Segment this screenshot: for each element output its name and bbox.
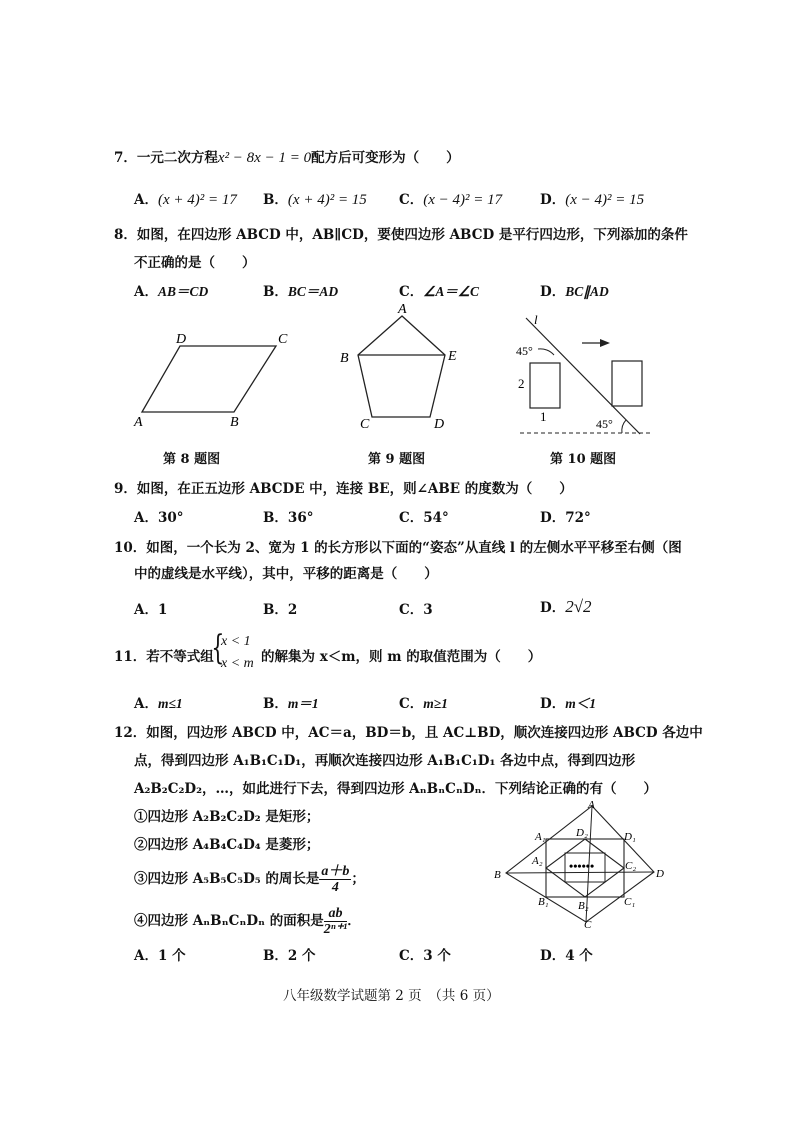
option-label: D． [540, 696, 566, 712]
option-text: 1 [157, 602, 168, 618]
fig10-angle-top: 45° [516, 344, 533, 358]
q12-option-d[interactable] [540, 944, 593, 964]
q11-system-line1: x < 1 [221, 634, 251, 649]
fig12-label-b: B [494, 869, 501, 881]
q11-option-d[interactable] [540, 692, 596, 712]
q12-statement-2: ②四边形 A₄B₄C₄D₄ 是菱形； [134, 837, 320, 853]
q9-option-a[interactable] [134, 506, 184, 526]
option-label: B． [263, 192, 288, 208]
q10-option-d[interactable] [540, 596, 592, 617]
q8-line1-text: 如图，在四边形 ABCD 中，AB∥CD，要使四边形 ABCD 是平行四边形，下列添加的条件 [136, 227, 688, 243]
option-text: 3 个 [423, 948, 451, 964]
q8-option-a[interactable] [134, 280, 208, 300]
q10-option-b[interactable] [263, 598, 297, 618]
fig10-label-width: 1 [540, 409, 547, 424]
option-label: B． [263, 510, 288, 526]
fig9-label-d: D [434, 417, 445, 432]
fig12-label-a: A [588, 799, 595, 811]
q11-stem-pre: 若不等式组 [146, 649, 214, 665]
figure-8-parallelogram [130, 328, 300, 430]
fig9-label-b: B [340, 351, 349, 366]
option-text: m＜1 [565, 696, 596, 711]
option-text: 36° [287, 510, 314, 526]
q8-stem-line1 [114, 223, 688, 243]
q8-option-b[interactable] [263, 280, 338, 300]
left-brace-icon: { [211, 628, 225, 668]
q12-statement-4-text: ④四边形 AₙBₙCₙDₙ 的面积是 [134, 913, 324, 929]
q12-stem-line3: A₂B₂C₂D₂，…，如此进行下去，得到四边形 AₙBₙCₙDₙ．下列结论正确的有（ ） [134, 781, 658, 797]
option-label: A． [134, 192, 158, 208]
option-label: D． [540, 510, 566, 526]
option-text: 4 个 [565, 948, 593, 964]
figure-12-midpoint-quadrilaterals [488, 798, 668, 928]
q7-option-a[interactable] [134, 188, 237, 209]
fig12-label-a1: A₁ [535, 831, 546, 843]
q8-stem-line2: 不正确的是（ ） [134, 255, 256, 271]
option-text: 72° [565, 510, 591, 526]
q7-option-b[interactable] [263, 188, 367, 209]
option-label: D． [540, 284, 566, 300]
q12-fraction-perimeter [319, 864, 351, 895]
fraction-denominator: 4 [331, 880, 339, 895]
fig12-label-d: D [656, 868, 664, 880]
option-label: A． [134, 284, 158, 300]
option-text: 2√2 [565, 597, 592, 616]
option-label: A． [134, 696, 158, 712]
q9-option-d[interactable] [540, 506, 591, 526]
q11-system-line2: x < m [221, 656, 254, 671]
q10-number: 10． [114, 540, 147, 556]
q12-line1-text: 如图，四边形 ABCD 中，AC＝a，BD＝b，且 AC⊥BD，顺次连接四边形 ABCD 各边中 [146, 725, 703, 741]
option-label: C． [399, 948, 424, 964]
punctuation: ； [351, 871, 365, 887]
q11-option-a[interactable] [134, 692, 183, 712]
option-label: D． [540, 600, 566, 616]
option-label: A． [134, 510, 158, 526]
q11-stem [114, 645, 214, 665]
option-text: 30° [157, 510, 184, 526]
q12-option-c[interactable] [399, 944, 451, 964]
q12-statement-3-text: ③四边形 A₅B₅C₅D₅ 的周长是 [134, 871, 320, 887]
option-text: 54° [423, 510, 449, 526]
q7-stem [114, 146, 460, 167]
figure-8-caption: 第 8 题图 [163, 452, 221, 467]
option-label: C． [399, 192, 424, 208]
option-text: (x − 4)² = 15 [565, 192, 645, 208]
fraction-numerator: a＋b [321, 864, 350, 879]
q7-option-c[interactable] [399, 188, 502, 209]
option-text: BC＝AD [287, 284, 339, 299]
q11-stem-post: 的解集为 x＜m，则 m 的取值范围为（ ） [261, 649, 542, 665]
fraction-numerator: ab [324, 906, 347, 922]
q7-stem-pre: 一元二次方程 [136, 150, 218, 166]
option-label: B． [263, 696, 288, 712]
q10-option-c[interactable] [399, 598, 433, 618]
q11-option-b[interactable] [263, 692, 319, 712]
q8-number: 8． [114, 227, 137, 243]
q9-option-b[interactable] [263, 506, 313, 526]
fig10-angle-bottom: 45° [596, 417, 613, 431]
q11-number: 11． [114, 649, 147, 665]
fig9-label-e: E [448, 349, 457, 364]
q12-stem-line1 [114, 721, 703, 741]
option-text: m≥1 [423, 696, 448, 711]
figure-9-caption: 第 9 题图 [368, 452, 426, 467]
q7-number: 7． [114, 150, 137, 166]
option-text: BC∥AD [565, 284, 609, 299]
q9-stem [114, 477, 573, 497]
q12-stem-line2: 点，得到四边形 A₁B₁C₁D₁，再顺次连接四边形 A₁B₁C₁D₁ 各边中点，得到四边形 [134, 753, 636, 769]
option-label: A． [134, 948, 158, 964]
option-label: C． [399, 696, 424, 712]
fig12-label-c1: C₁ [624, 896, 636, 908]
q11-option-c[interactable] [399, 692, 448, 712]
fig12-label-c: C [584, 919, 592, 928]
q9-number: 9． [114, 481, 137, 497]
option-text: (x + 4)² = 17 [157, 192, 237, 208]
fig12-label-c2: C₂ [625, 860, 637, 872]
q9-stem-text: 如图，在正五边形 ABCDE 中，连接 BE，则∠ABE 的度数为（ ） [136, 481, 573, 497]
punctuation: ． [347, 913, 361, 929]
option-label: B． [263, 948, 288, 964]
figure-9-pentagon [334, 300, 464, 432]
option-label: C． [399, 284, 424, 300]
q10-option-a[interactable] [134, 598, 167, 618]
option-label: B． [263, 602, 288, 618]
fig12-label-b2: B₂ [578, 900, 589, 912]
fig8-label-d: D [176, 332, 187, 347]
fig9-label-a: A [398, 302, 407, 317]
ellipsis-dots: •••••• [569, 859, 595, 873]
option-text: m＝1 [287, 696, 319, 711]
option-label: C． [399, 510, 424, 526]
q7-option-d[interactable] [540, 188, 644, 209]
option-label: B． [263, 284, 288, 300]
q12-statement-4 [134, 906, 361, 937]
q10-stem-line1 [114, 536, 682, 556]
q12-option-b[interactable] [263, 944, 316, 964]
q8-option-d[interactable] [540, 280, 609, 300]
q10-line1-text: 如图，一个长为 2、宽为 1 的长方形以下面的“姿态”从直线 l 的左侧水平平移至右侧（图 [146, 540, 682, 556]
option-text: 3 [423, 602, 433, 618]
option-text: 2 个 [287, 948, 316, 964]
fig8-label-b: B [230, 415, 239, 430]
option-label: A． [134, 602, 158, 618]
option-text: 2 [287, 602, 298, 618]
fig9-label-c: C [360, 417, 370, 432]
fig8-label-a: A [134, 415, 143, 430]
q12-option-a[interactable] [134, 944, 186, 964]
fig10-label-l: l [534, 312, 538, 327]
q12-statement-1: ①四边形 A₂B₂C₂D₂ 是矩形； [134, 809, 320, 825]
option-label: D． [540, 192, 566, 208]
fig12-label-d1: D₁ [624, 831, 636, 843]
option-label: D． [540, 948, 566, 964]
page-footer: 八年级数学试题第 2 页 （共 6 页） [283, 988, 500, 1004]
fig12-label-a2: A₂ [532, 855, 543, 867]
option-text: ∠A＝∠C [423, 284, 479, 299]
q7-stem-post: 配方后可变形为（ ） [311, 150, 460, 166]
q12-statement-3 [134, 864, 365, 895]
fig12-label-b1: B₁ [538, 896, 549, 908]
q12-number: 12． [114, 725, 147, 741]
fig10-label-length: 2 [518, 376, 525, 391]
fig12-label-d2: D₂ [576, 827, 588, 839]
option-text: AB＝CD [157, 284, 209, 299]
option-text: (x + 4)² = 15 [287, 192, 367, 208]
option-text: 1 个 [157, 948, 186, 964]
figure-10-caption: 第 10 题图 [550, 452, 617, 467]
figure-10-translation [510, 308, 660, 438]
option-text: m≤1 [157, 696, 183, 711]
q12-fraction-area [324, 906, 347, 937]
q11-inequality-system [207, 628, 259, 676]
q8-option-c[interactable] [399, 280, 479, 300]
fraction-denominator: 2ⁿ⁺¹ [323, 922, 348, 937]
q10-stem-line2: 中的虚线是水平线），其中，平移的距离是（ ） [134, 566, 438, 582]
q7-equation: x² − 8x − 1 = 0 [217, 150, 312, 166]
fig8-label-c: C [278, 332, 288, 347]
option-text: (x − 4)² = 17 [423, 192, 503, 208]
q9-option-c[interactable] [399, 506, 449, 526]
option-label: C． [399, 602, 424, 618]
